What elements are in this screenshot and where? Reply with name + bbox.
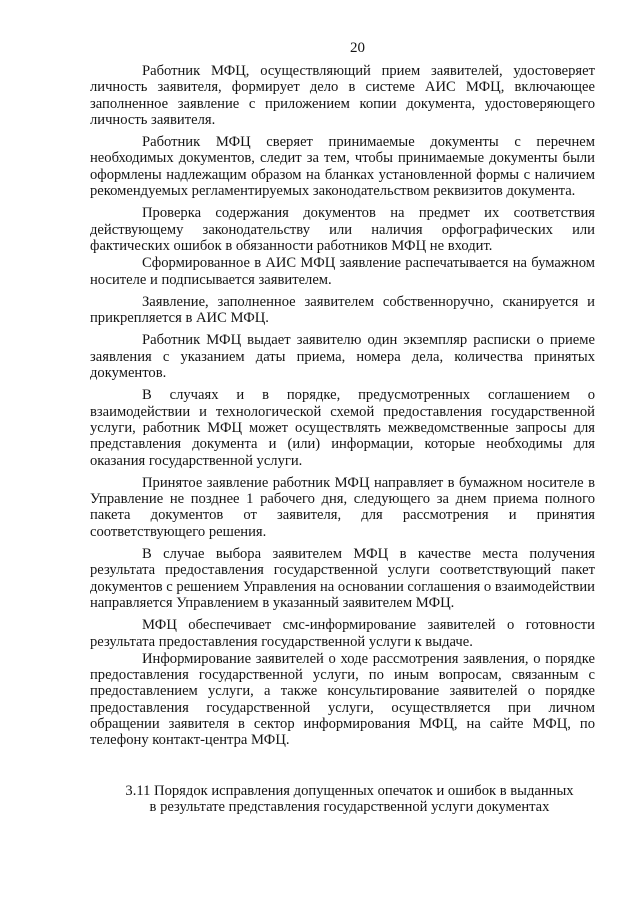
section-heading-line-2: в результате представления государственной услуги документах — [149, 799, 550, 816]
section-heading-line-1: 3.11 Порядок исправления допущенных опечаток и ошибок в выданных — [125, 782, 574, 799]
paragraph-informing: Информирование заявителей о ходе рассмотрения заявления, о порядке предоставления государственной услуги, по иным вопросам, связанным с предоставлением услуги, а также консультирование заявителей о порядке предоставления государственной услуги, осуществляется при личном обращении заявителя в сектор информирования МФЦ, на сайте МФЦ, по телефону контакт-центра МФЦ. — [90, 650, 595, 749]
paragraph-result-delivery: В случае выбора заявителем МФЦ в качестве места получения результата предоставления государственной услуги соответствующий пакет документов с решением Управления на основании соглашения о взаимодействии направляется Управлением в указанный заявителем МФЦ. — [90, 546, 595, 611]
paragraph-content-check: Проверка содержания документов на предмет их соответствия действующему законодательству или наличия орфографических или фактических ошибок в обязанности работников МФЦ не входит. — [90, 205, 595, 254]
paragraph-transfer: Принятое заявление работник МФЦ направляет в бумажном носителе в Управление не позднее 1 рабочего дня, следующего за днем приема полного пакета документов от заявителя, для рассмотрения и принятия соответствующего решения. — [90, 474, 595, 540]
paragraph-reception: Работник МФЦ, осуществляющий прием заявителей, удостоверяет личность заявителя, формирует дело в системе АИС МФЦ, включающее заполненное заявление с приложением копии документа, удостоверяющего личность заявителя. — [90, 63, 595, 128]
paragraph-scanning: Заявление, заполненное заявителем собственноручно, сканируется и прикрепляется в АИС МФЦ. — [90, 293, 595, 327]
paragraph-printing: Сформированное в АИС МФЦ заявление распечатывается на бумажном носителе и подписывается заявителем. — [90, 255, 595, 288]
paragraph-interagency-requests: В случаях и в порядке, предусмотренных соглашением о взаимодействии и технологической схемой предоставления государственной услуги, работник МФЦ может осуществлять межведомственные запросы для представления документа и (или) информации, которые необходимы для оказания государственной услуги. — [90, 387, 595, 469]
paragraph-sms-notification: МФЦ обеспечивает смс-информирование заявителей о готовности результата предоставления государственной услуги к выдаче. — [90, 617, 595, 650]
paragraph-receipt: Работник МФЦ выдает заявителю один экземпляр расписки о приеме заявления с указанием даты приема, номера дела, количества принятых документов. — [90, 332, 595, 382]
page-number: 20 — [350, 40, 365, 56]
paragraph-document-check: Работник МФЦ сверяет принимаемые документы с перечнем необходимых документов, следит за тем, чтобы принимаемые документы были оформлены надлежащим образом на бланках установленной формы с наличием рекомендуемых регламентируемых законодательством реквизитов документа. — [90, 134, 595, 200]
section-heading — [90, 783, 595, 817]
